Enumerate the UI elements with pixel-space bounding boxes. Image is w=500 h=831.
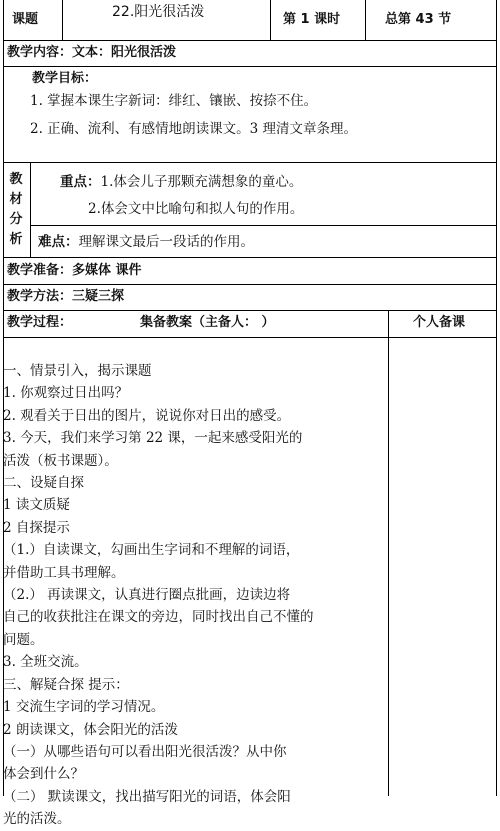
goal-item: 2. 正确、流利、有感情地朗读课文。3 理清文章条理。 [30, 121, 358, 137]
row-divider [3, 284, 497, 285]
method-label: 教学方法：三疑三探 [7, 289, 125, 304]
process-line: （2.） 再读课文，认真进行圈点批画，边读边将 [3, 587, 291, 604]
process-line: 1 读文质疑 [3, 497, 70, 514]
row-divider [30, 225, 497, 226]
col-divider [270, 0, 271, 40]
process-line: 体会到什么？ [3, 766, 84, 783]
process-line: 3. 今天，我们来学习第 22 课，一起来感受阳光的 [3, 430, 303, 447]
content-label: 教学内容：文本：阳光很活泼 [7, 45, 177, 60]
key-point: 重点：1.体会儿子那颗充满想象的童心。 [60, 174, 303, 190]
topic-label: 课题 [12, 12, 39, 27]
row-divider [3, 40, 497, 41]
process-line: 3. 全班交流。 [3, 654, 88, 671]
process-line: 问题。 [3, 631, 44, 648]
process-line: 2 自探提示 [3, 519, 70, 536]
process-line: （1.）自读课文，勾画出生字词和不理解的词语， [3, 542, 300, 559]
process-line: （一）从哪些语句可以看出阳光很活泼？从中你 [3, 743, 287, 760]
process-line: 2 朗读课文，体会阳光的活泼 [3, 721, 178, 738]
process-line: 光的活泼。 [3, 811, 71, 828]
col-divider [388, 310, 389, 796]
col-divider [365, 0, 366, 40]
row-divider [3, 257, 497, 258]
process-line: 一、情景引入，揭示课题 [3, 363, 152, 379]
analysis-label: 教 材 分 析 [9, 172, 23, 247]
process-body [3, 360, 388, 831]
goal-item: 1. 掌握本课生字新词：绯红、镶嵌、按捺不住。 [30, 93, 318, 109]
process-line: 自己的收获批注在课文的旁边，同时找出自己不懂的 [3, 609, 314, 626]
process-line: 活泼（板书课题）。 [3, 452, 118, 469]
process-line: （二） 默读课文，找出描写阳光的词语，体会阳 [3, 788, 291, 805]
plan-label: 集备教案（主备人： ） [140, 315, 275, 330]
process-label: 教学过程： [7, 315, 73, 330]
period-label: 第 1 课时 [283, 12, 341, 27]
col-divider [62, 0, 63, 40]
process-line: 并借助工具书理解。 [3, 564, 125, 581]
process-line: 2. 观看关于日出的图片，说说你对日出的感受。 [3, 407, 291, 424]
row-divider [3, 337, 497, 338]
difficult-point: 难点：理解课文最后一段话的作用。 [38, 234, 254, 250]
personal-label: 个人备课 [413, 315, 466, 330]
total-label: 总第 43 节 [385, 12, 452, 27]
process-line: 1 交流生字词的学习情况。 [3, 699, 165, 716]
row-divider [3, 162, 497, 163]
preparation-label: 教学准备：多媒体 课件 [7, 263, 142, 278]
key-point: 2.体会文中比喻句和拟人句的作用。 [88, 201, 304, 217]
row-divider [3, 310, 497, 311]
process-line: 二、设疑自探 [3, 475, 84, 492]
process-line: 三、解疑合探 提示： [3, 676, 129, 693]
topic-title: 22.阳光很活泼 [112, 4, 205, 20]
process-line: 1. 你观察过日出吗？ [3, 385, 129, 402]
col-divider [30, 162, 31, 257]
goals-label: 教学目标： [32, 71, 98, 86]
row-divider [3, 66, 497, 67]
